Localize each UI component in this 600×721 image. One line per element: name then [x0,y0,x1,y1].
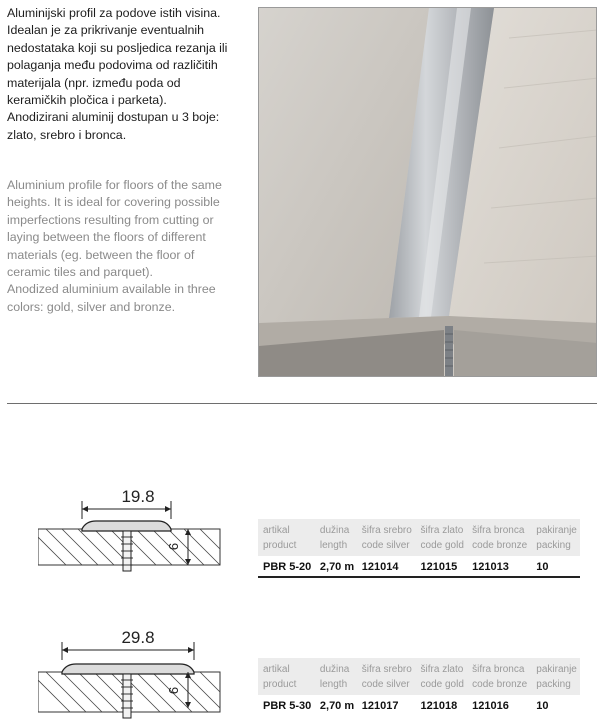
column-header: šifra zlato [416,658,468,677]
table-header-row [258,538,580,556]
table-header-row [258,677,580,695]
description-line: ceramic tiles and parquet). [7,265,154,280]
column-header: code bronze [467,677,531,695]
height-dimension-label: 9 [166,686,182,695]
table-cell: 121017 [361,700,399,712]
column-header: pakiranje [531,519,580,538]
description-line: Anodized aluminium available in three [7,282,216,297]
description-line: Anodizirani aluminij dostupan u 3 boje: [7,110,220,125]
column-header: šifra srebro [357,519,416,538]
description-line: Idealan je za prikrivanje eventualnih [7,23,204,38]
spec-table-2 [258,658,580,715]
column-header: packing [531,538,580,556]
column-header: šifra srebro [357,658,416,677]
table-cell: 121015 [420,561,458,573]
table-header-row [258,658,580,677]
description-line: Aluminijski profil za podove istih visina. [7,6,221,20]
column-header: dužina [315,658,357,677]
description-line: zlato, srebro i bronca. [7,127,127,142]
profile-drawing-2 [38,628,238,718]
description-croatian [7,5,253,144]
column-header: packing [531,677,580,695]
column-header: code gold [416,538,468,556]
column-header: product [258,677,315,695]
column-header: length [315,538,357,556]
column-header: code silver [357,677,416,695]
spec-table-1 [258,519,580,578]
table-cell: PBR 5-20 [263,561,312,573]
table-row [258,695,580,715]
description-line: heights. It is ideal for covering possible [7,195,220,210]
description-line: imperfections resulting from cutting or [7,212,214,227]
column-header: artikal [258,519,315,538]
table-header-row [258,519,580,538]
column-header: code bronze [467,538,531,556]
table-cell: 2,70 m [319,700,355,712]
description-line: laying between the floors of different [7,230,206,245]
description-line: materijala (npr. između poda od [7,75,181,90]
description-line: nedostataka koji su posljedica rezanja ili [7,40,228,55]
column-header: length [315,677,357,695]
column-header: product [258,538,315,556]
column-header: dužina [315,519,357,538]
description-english [7,177,247,316]
height-dimension-label: 9 [166,542,182,551]
width-dimension-label: 29.8 [121,628,155,647]
column-header: code silver [357,538,416,556]
column-header: šifra zlato [416,519,468,538]
table-cell: 10 [536,700,549,712]
profile-drawing-1 [38,487,238,577]
column-header: artikal [258,658,315,677]
description-line: polaganja među podovima od različitih [7,58,218,73]
table-row [258,556,580,576]
table-cell: 121016 [472,700,509,712]
table-cell: 121013 [472,561,509,573]
table-cell: 121018 [420,700,458,712]
table-cell: 10 [536,561,549,573]
description-line: materials (eg. between the floor of [7,247,195,262]
description-line: colors: gold, silver and bronze. [7,299,176,314]
table-rule [258,576,580,578]
column-header: šifra bronca [467,519,531,538]
description-line: keramičkih pločica i parketa). [7,93,167,108]
table-cell: 2,70 m [319,561,355,573]
column-header: šifra bronca [467,658,531,677]
column-header: pakiranje [531,658,580,677]
column-header: code gold [416,677,468,695]
section-divider [7,403,597,404]
table-cell: 121014 [361,561,399,573]
table-cell: PBR 5-30 [263,700,312,712]
description-line: Aluminium profile for floors of the same [7,178,222,192]
width-dimension-label: 19.8 [121,487,155,506]
product-photo [258,7,597,377]
